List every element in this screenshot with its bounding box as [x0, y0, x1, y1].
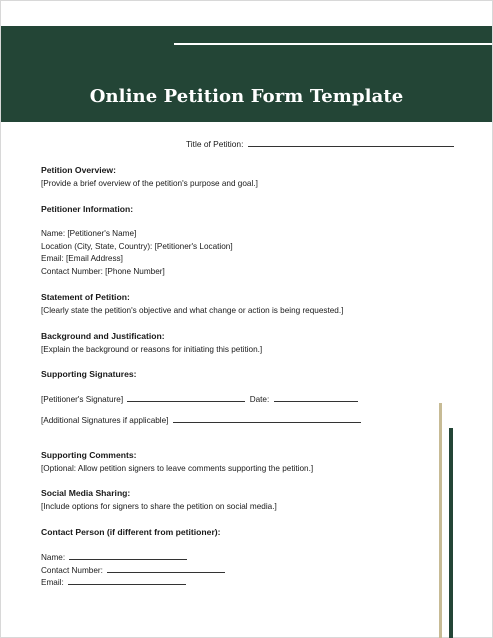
petitioner-heading: Petitioner Information: [41, 204, 134, 214]
signature-blank[interactable] [127, 394, 245, 402]
contact-name-line [41, 552, 187, 563]
date-blank[interactable] [274, 394, 358, 402]
social-heading: Social Media Sharing: [41, 488, 131, 498]
statement-heading: Statement of Petition: [41, 292, 130, 302]
statement-text: [Clearly state the petition's objective and what change or action is being requested.] [41, 306, 344, 315]
document-title: Online Petition Form Template [89, 86, 404, 107]
contact-email-label: Email: [41, 578, 64, 587]
signature-label: [Petitioner's Signature] [41, 395, 124, 404]
petitioner-contact: Contact Number: [Phone Number] [41, 267, 165, 276]
contact-name-blank[interactable] [69, 552, 187, 560]
header-rule [174, 43, 492, 45]
petition-title-label: Title of Petition: [186, 139, 244, 149]
signature-line [41, 394, 358, 405]
contact-number-label: Contact Number: [41, 566, 103, 575]
contact-number-blank[interactable] [107, 565, 225, 573]
petitioner-location: Location (City, State, Country): [Petitioner's Location] [41, 242, 233, 251]
date-label: Date: [249, 395, 270, 404]
contact-number-line [41, 565, 225, 576]
comments-text: [Optional: Allow petition signers to leave comments supporting the petition.] [41, 464, 314, 473]
petitioner-name: Name: [Petitioner's Name] [41, 229, 137, 238]
additional-signatures-line [41, 415, 361, 426]
petition-title-field [186, 139, 454, 150]
contact-email-line [41, 577, 186, 588]
signatures-heading: Supporting Signatures: [41, 369, 137, 379]
decorative-bar-tan [439, 403, 442, 638]
overview-heading: Petition Overview: [41, 165, 116, 175]
comments-heading: Supporting Comments: [41, 450, 137, 460]
contact-name-label: Name: [41, 553, 66, 562]
additional-signatures-label: [Additional Signatures if applicable] [41, 416, 169, 425]
petition-title-blank[interactable] [248, 139, 454, 147]
additional-signatures-blank[interactable] [173, 415, 361, 423]
contact-person-heading: Contact Person (if different from petitioner): [41, 527, 221, 537]
background-text: [Explain the background or reasons for initiating this petition.] [41, 345, 263, 354]
social-text: [Include options for signers to share the petition on social media.] [41, 502, 277, 511]
background-heading: Background and Justification: [41, 331, 165, 341]
overview-text: [Provide a brief overview of the petition's purpose and goal.] [41, 179, 258, 188]
contact-email-blank[interactable] [68, 577, 186, 585]
petitioner-email: Email: [Email Address] [41, 254, 123, 263]
decorative-bar-green [449, 428, 453, 638]
